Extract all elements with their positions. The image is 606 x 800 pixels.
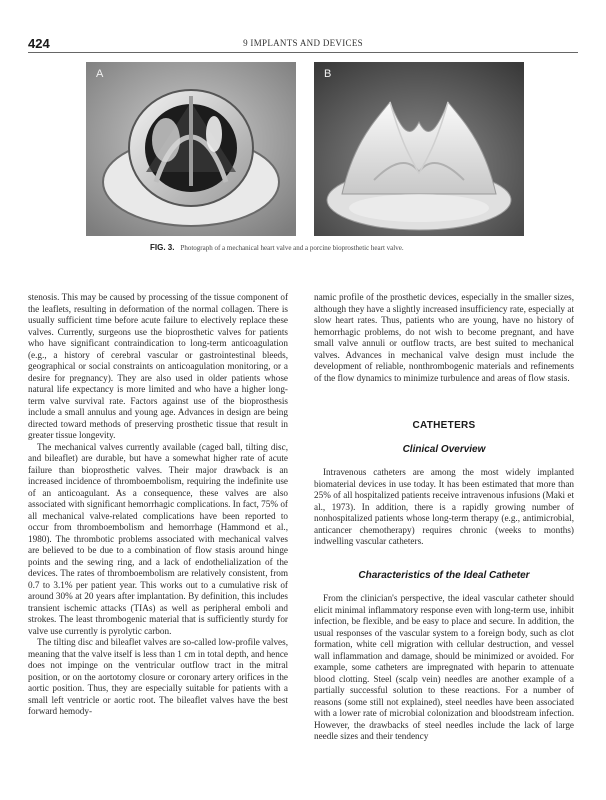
caption-text: Photograph of a mechanical heart valve and a porcine bioprosthetic heart valve.	[180, 244, 404, 252]
page-number: 424	[28, 36, 50, 51]
panel-b-label: B	[324, 68, 332, 80]
mechanical-valve-illustration	[86, 62, 296, 236]
mechanical-valve-photo	[86, 62, 296, 236]
subheading-clinical-overview: Clinical Overview	[402, 443, 486, 455]
subheading-ideal-catheter: Characteristics of the Ideal Catheter	[358, 569, 530, 581]
page-header	[28, 32, 578, 54]
figure-3	[86, 62, 534, 236]
panel-a-label: A	[96, 68, 104, 80]
body-paragraph: From the clinician's perspective, the ideal vascular catheter should elicit minimal inflammatory response even with long-term use, inhibit infection, be flexible, and be easy to place and secure. In addition, the usual responses of the vascular system to a foreign body, such as clot formation, white cell migration with cellular destruction, and vessel wall inflammation and damage, should be minimized or avoided. For example, some catheters are impregnated with heparin to attenuate blood clotting. Steel (scalp vein) needles are another example of a partially successful solution to these reactions. For a number of reasons (some still not explained), steel needles have been associated with a lower rate of microbial colonization and bloodstream infection. However, the drawbacks of steel needles include the lack of large needle sizes and their tendency	[314, 593, 574, 741]
porcine-valve-illustration	[314, 62, 524, 236]
body-paragraph: Intravenous catheters are among the most widely implanted biomaterial devices in use today. It has been estimated that more than 25% of all hospitalized patients receive intravenous infusions (Maki et al., 1973). In addition, there is a rapidly growing number of nonhospitalized patients whose long-term therapy (e.g., antimicrobial, anticancer chemotherapy) requires chronic (weeks to months) indwelling vascular catheters.	[314, 467, 574, 546]
body-paragraph: The mechanical valves currently available (caged ball, tilting disc, and bileaflet) are durable, but have a somewhat higher rate of acute failure than bioprosthetic valves. Their major drawback is an increased incidence of thromboembolism, requiring the indefinite use of an anticoagulant. As a consequence, these valves are also associated with significant hemorrhagic complications. In fact, 75% of all mechanical valve-related complications have been reported to occur from thromboembolism and hemorrhage (Hammond et al., 1980). The thrombotic problems associated with mechanical valves are believed to be due to a combination of flow stasis around hinge points and the sewing ring, and a lack of endothelialization of the devices. The rates of thromboembolism are relatively consistent, from 0.7 to 3.1% per patient year. This works out to a cumulative risk of around 30% at 20 years after implantation. By definition, this includes transient ischemic attacks (TIAs) as well as peripheral emboli and strokes. The least thrombogenic material that is sufficiently sturdy for valve use currently is pyrolytic carbon.	[28, 441, 288, 636]
body-paragraph: stenosis. This may be caused by processing of the tissue component of the leaflets, resulting in deformation of the normal collagen. There is usually sufficient time before acute failure to electively replace these valves. Currently, surgeons use the bioprosthetic valves for patients who have significant contraindication to long-term anticoagulation (e.g., a history of cerebral vascular or gastrointestinal bleeds, geographical or social constraints on anticoagulation monitoring, or a desire for pregnancy). They are also used in older patients whose natural life expectancy is more limited and who have a higher long-term valve survival rate. Factors against use of the bioprosthesis include a small annulus and young age. Advances in design are being directed toward methods of preserving prosthetic tissue that result in greater tissue longevity.	[28, 292, 288, 440]
bioprosthetic-valve-photo	[314, 62, 524, 236]
figure-caption	[150, 243, 570, 252]
body-paragraph: namic profile of the prosthetic devices, especially in the smaller sizes, although they have a slightly increased insufficiency rate, especially at slow heart rates. Thus, patients who are young, have no history of hemorrhagic problems, do not wish to become pregnant, and have small valve annuli or outflow tracts, are best suited to mechanical valves. Advances in mechanical valve design must include the development of reliable, nonthrombogenic materials and refinements of the flow dynamics to minimize turbulence and areas of flow stasis.	[314, 292, 574, 383]
section-heading-catheters: CATHETERS	[412, 420, 476, 431]
right-column	[314, 292, 574, 743]
left-column	[28, 292, 288, 718]
figure-label: FIG. 3.	[150, 243, 175, 252]
running-title: 9 IMPLANTS AND DEVICES	[243, 38, 363, 48]
header-rule	[28, 52, 578, 53]
body-paragraph: The tilting disc and bileaflet valves are so-called low-profile valves, meaning that the valve itself is less than 1 cm in total depth, and hence does not impinge on the ventricular outflow tract in the mitral position, or on the aortotomy closure or coronary artery orifices in the aortic position. Thus, they are especially suitable for patients with a small left ventricle or aortic root. The bileaflet valves have the best forward hemody-	[28, 637, 288, 716]
